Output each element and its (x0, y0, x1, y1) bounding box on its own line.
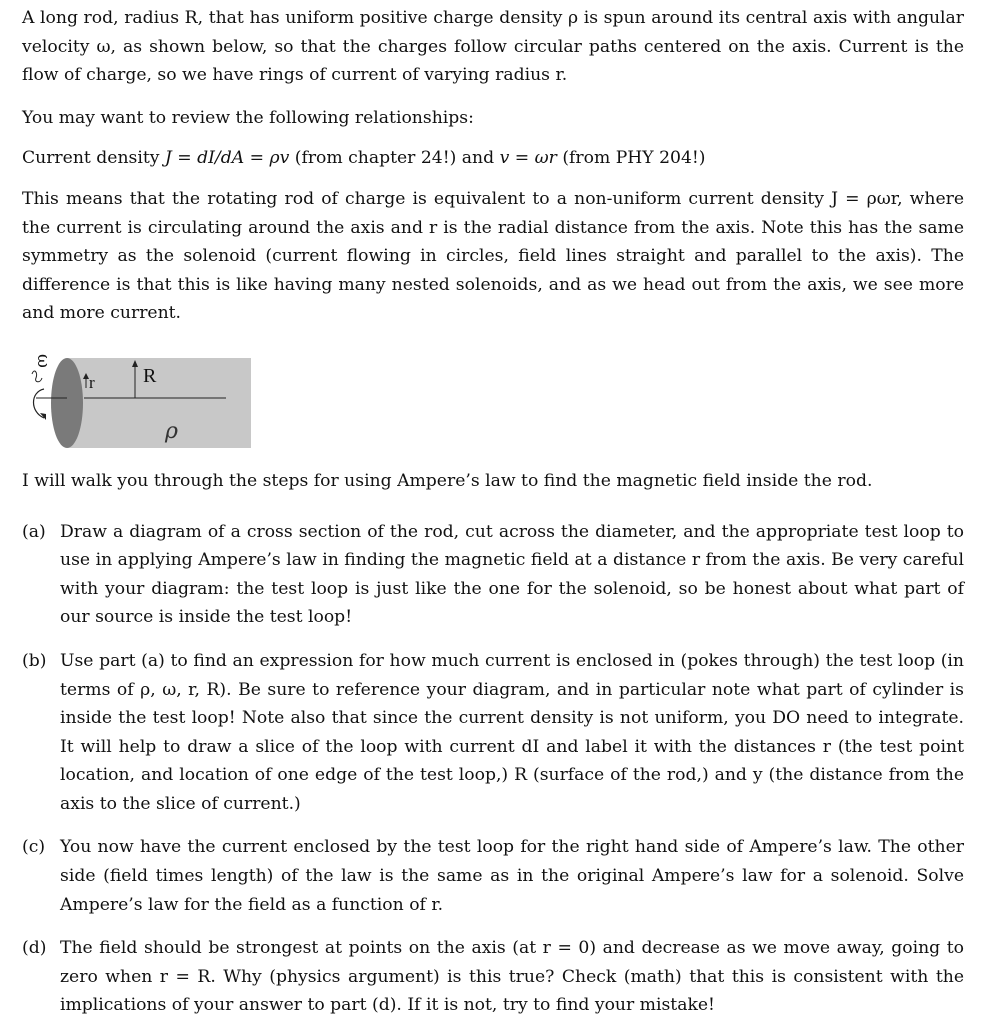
rod-end-face (51, 358, 83, 448)
rod-body (67, 358, 251, 448)
problem-page (22, 4, 964, 1035)
rod-diagram (22, 342, 282, 452)
part-d (22, 934, 964, 1020)
part-label: (d) (22, 938, 47, 959)
rotating-rod-figure (22, 342, 964, 452)
relationship-note-1: (from chapter 24!) (294, 148, 457, 169)
parts-list (22, 518, 964, 1021)
relationship-line (22, 144, 964, 173)
relationship-and: and (461, 148, 495, 169)
part-text: Draw a diagram of a cross section of the rod, cut across the diameter, and the appropriate test loop to use in applying Ampere’s law in finding the magnetic field at a distance r from the axis. Be very careful with your diagram: the test loop is just like the one for the solenoid, so be honest about what part of our source is inside the test loop! (60, 521, 964, 628)
part-label: (c) (22, 837, 46, 858)
omega-squiggle (32, 371, 42, 382)
current-density-formula: J = dI/dA = ρv (164, 148, 290, 169)
relationship-prefix: Current density (22, 148, 160, 169)
part-text: You now have the current enclosed by the test loop for the right hand side of Ampere’s law. The other side (field times length) of the law is the same as in the original Ampere’s law for a solenoid. Solve Ampere’s law for the field as a function of r. (60, 837, 964, 915)
walkthrough-intro: I will walk you through the steps for using Ampere’s law to find the magnetic field inside the rod. (22, 470, 873, 491)
part-b (22, 647, 964, 819)
part-label: (a) (22, 521, 46, 542)
R-label: R (143, 364, 157, 387)
r-label: r (89, 372, 95, 392)
part-c (22, 833, 964, 919)
relationship-note-2: (from PHY 204!) (562, 148, 706, 169)
omega-label: ω (33, 353, 53, 368)
review-heading: You may want to review the following relationships: (22, 107, 474, 128)
part-text: Use part (a) to find an expression for how much current is enclosed in (pokes through) the test loop (in terms of ρ, ω, r, R). Be sure to reference your diagram, and in particular note what part of cylinder is inside the test loop! Note also that since the current density is not uniform, you DO need to integrate. It will help to draw a slice of the loop with current dI and label it with the distances r (the test point location, and location of one edge of the test loop,) R (surface of the rod,) and y (the distance from the axis to the slice of current.) (60, 650, 964, 814)
part-text: The field should be strongest at points on the axis (at r = 0) and decrease as we move away, going to zero when r = R. Why (physics argument) is this true? Check (math) that this is consistent with the implications of your answer to part (d). If it is not, try to find your mistake! (60, 938, 964, 1016)
rho-label: ρ (165, 418, 178, 444)
velocity-formula: v = ωr (499, 148, 557, 169)
intro-paragraph: A long rod, radius R, that has uniform positive charge density ρ is spun around its central axis with angular velocity ω, as shown below, so that the charges follow circular paths centered on the axis. Current is the flow of charge, so we have rings of current of varying radius r. (22, 8, 964, 86)
part-a (22, 518, 964, 632)
explanation-paragraph: This means that the rotating rod of charge is equivalent to a non-uniform current density J = ρωr, where the current is circulating around the axis and r is the radial distance from the axis. Note this has the same symmetry as the solenoid (current flowing in circles, field lines straight and parallel to the axis). The difference is that this is like having many nested solenoids, and as we head out from the axis, we see more and more current. (22, 188, 964, 324)
part-label: (b) (22, 650, 47, 671)
